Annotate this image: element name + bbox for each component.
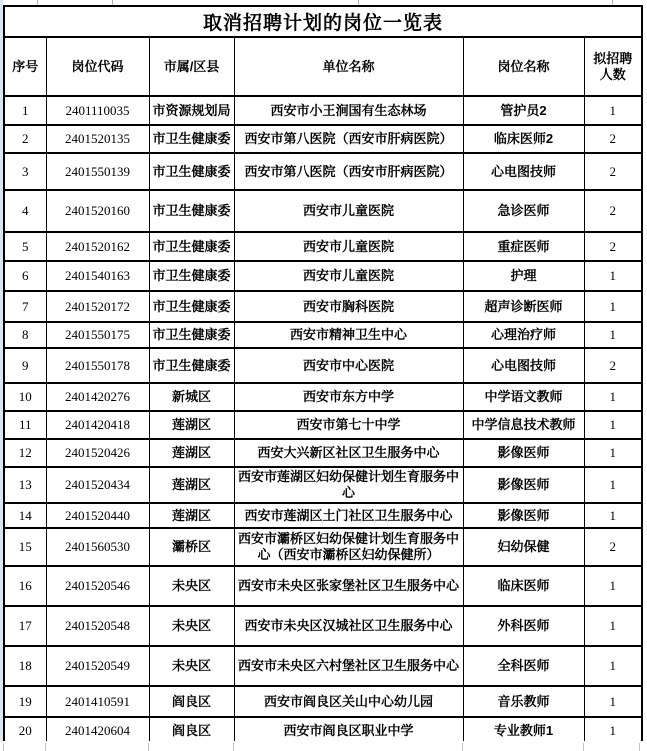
cell-position: 中学语文教师 bbox=[463, 383, 584, 411]
cell-position: 心电图技师 bbox=[463, 153, 584, 190]
cell-position: 重症医师 bbox=[463, 232, 584, 261]
cell-index: 8 bbox=[4, 322, 46, 348]
cell-district: 阎良区 bbox=[149, 686, 234, 717]
cell-position: 护理 bbox=[463, 261, 584, 291]
cell-district: 市卫生健康委 bbox=[149, 348, 234, 383]
cell-index: 20 bbox=[4, 717, 46, 744]
cell-count: 1 bbox=[584, 411, 642, 439]
cell-position: 影像医师 bbox=[463, 439, 584, 467]
cell-index: 15 bbox=[4, 528, 46, 566]
cell-count: 1 bbox=[584, 686, 642, 717]
table-row bbox=[4, 503, 642, 528]
cancelled-positions-table bbox=[3, 5, 643, 745]
cell-code: 2401520426 bbox=[46, 439, 149, 467]
cell-count: 1 bbox=[584, 96, 642, 125]
gridline-tick bbox=[462, 743, 463, 751]
table-row bbox=[4, 291, 642, 322]
cell-code: 2401520548 bbox=[46, 606, 149, 646]
table-row bbox=[4, 528, 642, 566]
cell-count: 2 bbox=[584, 125, 642, 153]
cell-district: 市卫生健康委 bbox=[149, 190, 234, 232]
cell-count: 1 bbox=[584, 261, 642, 291]
table-title: 取消招聘计划的岗位一览表 bbox=[4, 6, 642, 37]
table-row bbox=[4, 322, 642, 348]
table-row bbox=[4, 439, 642, 467]
cell-position: 音乐教师 bbox=[463, 686, 584, 717]
gridline-tick bbox=[639, 743, 640, 751]
cell-count: 2 bbox=[584, 190, 642, 232]
cell-index: 3 bbox=[4, 153, 46, 190]
cell-unit: 西安市儿童医院 bbox=[234, 232, 463, 261]
cell-count: 1 bbox=[584, 646, 642, 686]
table-row bbox=[4, 566, 642, 606]
cell-position: 心理治疗师 bbox=[463, 322, 584, 348]
cell-code: 2401520549 bbox=[46, 646, 149, 686]
cell-position: 影像医师 bbox=[463, 503, 584, 528]
cell-district: 莲湖区 bbox=[149, 439, 234, 467]
cell-unit: 西安市莲湖区土门社区卫生服务中心 bbox=[234, 503, 463, 528]
cell-count: 2 bbox=[584, 232, 642, 261]
header-code: 岗位代码 bbox=[46, 37, 149, 96]
cell-index: 11 bbox=[4, 411, 46, 439]
cell-index: 5 bbox=[4, 232, 46, 261]
title-row bbox=[4, 6, 642, 37]
cell-code: 2401550175 bbox=[46, 322, 149, 348]
gridline-tick bbox=[233, 743, 234, 751]
cell-position: 临床医师 bbox=[463, 566, 584, 606]
cell-position: 妇幼保健 bbox=[463, 528, 584, 566]
cell-district: 未央区 bbox=[149, 646, 234, 686]
cell-district: 市卫生健康委 bbox=[149, 153, 234, 190]
cell-code: 2401110035 bbox=[46, 96, 149, 125]
cell-unit: 西安市第八医院（西安市肝病医院） bbox=[234, 153, 463, 190]
cell-index: 4 bbox=[4, 190, 46, 232]
cell-unit: 西安市中心医院 bbox=[234, 348, 463, 383]
table-row bbox=[4, 717, 642, 744]
cell-district: 未央区 bbox=[149, 566, 234, 606]
cell-position: 管护员2 bbox=[463, 96, 584, 125]
cell-code: 2401520135 bbox=[46, 125, 149, 153]
cell-count: 1 bbox=[584, 717, 642, 744]
cell-unit: 西安市儿童医院 bbox=[234, 190, 463, 232]
cell-unit: 西安市小王涧国有生态林场 bbox=[234, 96, 463, 125]
cell-index: 2 bbox=[4, 125, 46, 153]
table-row bbox=[4, 190, 642, 232]
cell-index: 14 bbox=[4, 503, 46, 528]
header-index: 序号 bbox=[4, 37, 46, 96]
cell-position: 中学信息技术教师 bbox=[463, 411, 584, 439]
cell-count: 1 bbox=[584, 566, 642, 606]
cell-unit: 西安大兴新区社区卫生服务中心 bbox=[234, 439, 463, 467]
table-row bbox=[4, 686, 642, 717]
table-body bbox=[4, 96, 642, 744]
cell-count: 1 bbox=[584, 383, 642, 411]
cell-unit: 西安市第八医院（西安市肝病医院） bbox=[234, 125, 463, 153]
cell-position: 全科医师 bbox=[463, 646, 584, 686]
cell-unit: 西安市阎良区职业中学 bbox=[234, 717, 463, 744]
cell-count: 1 bbox=[584, 439, 642, 467]
cell-index: 10 bbox=[4, 383, 46, 411]
cell-district: 莲湖区 bbox=[149, 467, 234, 503]
table-row bbox=[4, 606, 642, 646]
cell-index: 18 bbox=[4, 646, 46, 686]
cell-position: 外科医师 bbox=[463, 606, 584, 646]
cell-count: 2 bbox=[584, 153, 642, 190]
table-row bbox=[4, 646, 642, 686]
cell-unit: 西安市精神卫生中心 bbox=[234, 322, 463, 348]
cell-district: 市卫生健康委 bbox=[149, 125, 234, 153]
cell-unit: 西安市未央区张家堡社区卫生服务中心 bbox=[234, 566, 463, 606]
cell-district: 莲湖区 bbox=[149, 503, 234, 528]
cell-unit: 西安市未央区六村堡社区卫生服务中心 bbox=[234, 646, 463, 686]
cell-code: 2401520160 bbox=[46, 190, 149, 232]
gridline-tick bbox=[148, 743, 149, 751]
cell-code: 2401520172 bbox=[46, 291, 149, 322]
cell-unit: 西安市莲湖区妇幼保健计划生育服务中心 bbox=[234, 467, 463, 503]
cell-district: 市卫生健康委 bbox=[149, 261, 234, 291]
cell-index: 13 bbox=[4, 467, 46, 503]
header-row bbox=[4, 37, 642, 96]
table-row bbox=[4, 261, 642, 291]
table-row bbox=[4, 348, 642, 383]
cell-code: 2401520546 bbox=[46, 566, 149, 606]
cell-count: 1 bbox=[584, 291, 642, 322]
cell-index: 12 bbox=[4, 439, 46, 467]
table-row bbox=[4, 232, 642, 261]
cell-code: 2401410591 bbox=[46, 686, 149, 717]
cell-unit: 西安市胸科医院 bbox=[234, 291, 463, 322]
cell-code: 2401420418 bbox=[46, 411, 149, 439]
cell-district: 灞桥区 bbox=[149, 528, 234, 566]
cell-district: 市资源规划局 bbox=[149, 96, 234, 125]
cell-district: 阎良区 bbox=[149, 717, 234, 744]
cell-index: 6 bbox=[4, 261, 46, 291]
cell-district: 莲湖区 bbox=[149, 411, 234, 439]
cell-unit: 西安市东方中学 bbox=[234, 383, 463, 411]
cell-count: 1 bbox=[584, 322, 642, 348]
cell-position: 急诊医师 bbox=[463, 190, 584, 232]
cell-code: 2401520440 bbox=[46, 503, 149, 528]
table-row bbox=[4, 467, 642, 503]
gridline-tick bbox=[3, 743, 4, 751]
cell-district: 新城区 bbox=[149, 383, 234, 411]
cell-district: 市卫生健康委 bbox=[149, 232, 234, 261]
header-position: 岗位名称 bbox=[463, 37, 584, 96]
cell-count: 1 bbox=[584, 503, 642, 528]
cell-code: 2401420276 bbox=[46, 383, 149, 411]
cell-unit: 西安市第七十中学 bbox=[234, 411, 463, 439]
cell-index: 9 bbox=[4, 348, 46, 383]
table-row bbox=[4, 411, 642, 439]
cell-index: 17 bbox=[4, 606, 46, 646]
gridline-tick bbox=[583, 743, 584, 751]
cell-code: 2401550178 bbox=[46, 348, 149, 383]
header-count: 拟招聘人数 bbox=[584, 37, 642, 96]
cell-position: 心电图技师 bbox=[463, 348, 584, 383]
cell-code: 2401520162 bbox=[46, 232, 149, 261]
cell-position: 临床医师2 bbox=[463, 125, 584, 153]
cell-count: 2 bbox=[584, 528, 642, 566]
header-unit: 单位名称 bbox=[234, 37, 463, 96]
header-district: 市属/区县 bbox=[149, 37, 234, 96]
cell-position: 超声诊断医师 bbox=[463, 291, 584, 322]
table-row bbox=[4, 383, 642, 411]
cell-count: 2 bbox=[584, 348, 642, 383]
cell-unit: 西安市未央区汉城社区卫生服务中心 bbox=[234, 606, 463, 646]
cell-index: 7 bbox=[4, 291, 46, 322]
cell-code: 2401420604 bbox=[46, 717, 149, 744]
cell-index: 1 bbox=[4, 96, 46, 125]
table-row bbox=[4, 96, 642, 125]
cell-index: 16 bbox=[4, 566, 46, 606]
cell-count: 1 bbox=[584, 606, 642, 646]
cell-position: 影像医师 bbox=[463, 467, 584, 503]
cell-code: 2401520434 bbox=[46, 467, 149, 503]
cell-count: 1 bbox=[584, 467, 642, 503]
table-row bbox=[4, 125, 642, 153]
cell-unit: 西安市灞桥区妇幼保健计划生育服务中心（西安市灞桥区妇幼保健所） bbox=[234, 528, 463, 566]
cell-index: 19 bbox=[4, 686, 46, 717]
gridline-tick bbox=[45, 743, 46, 751]
cell-code: 2401540163 bbox=[46, 261, 149, 291]
cell-code: 2401560530 bbox=[46, 528, 149, 566]
cell-district: 市卫生健康委 bbox=[149, 322, 234, 348]
cell-district: 未央区 bbox=[149, 606, 234, 646]
cell-unit: 西安市阎良区关山中心幼儿园 bbox=[234, 686, 463, 717]
bottom-gridline-strip bbox=[0, 741, 647, 751]
table-row bbox=[4, 153, 642, 190]
cell-position: 专业教师1 bbox=[463, 717, 584, 744]
cell-district: 市卫生健康委 bbox=[149, 291, 234, 322]
cell-unit: 西安市儿童医院 bbox=[234, 261, 463, 291]
cell-code: 2401550139 bbox=[46, 153, 149, 190]
